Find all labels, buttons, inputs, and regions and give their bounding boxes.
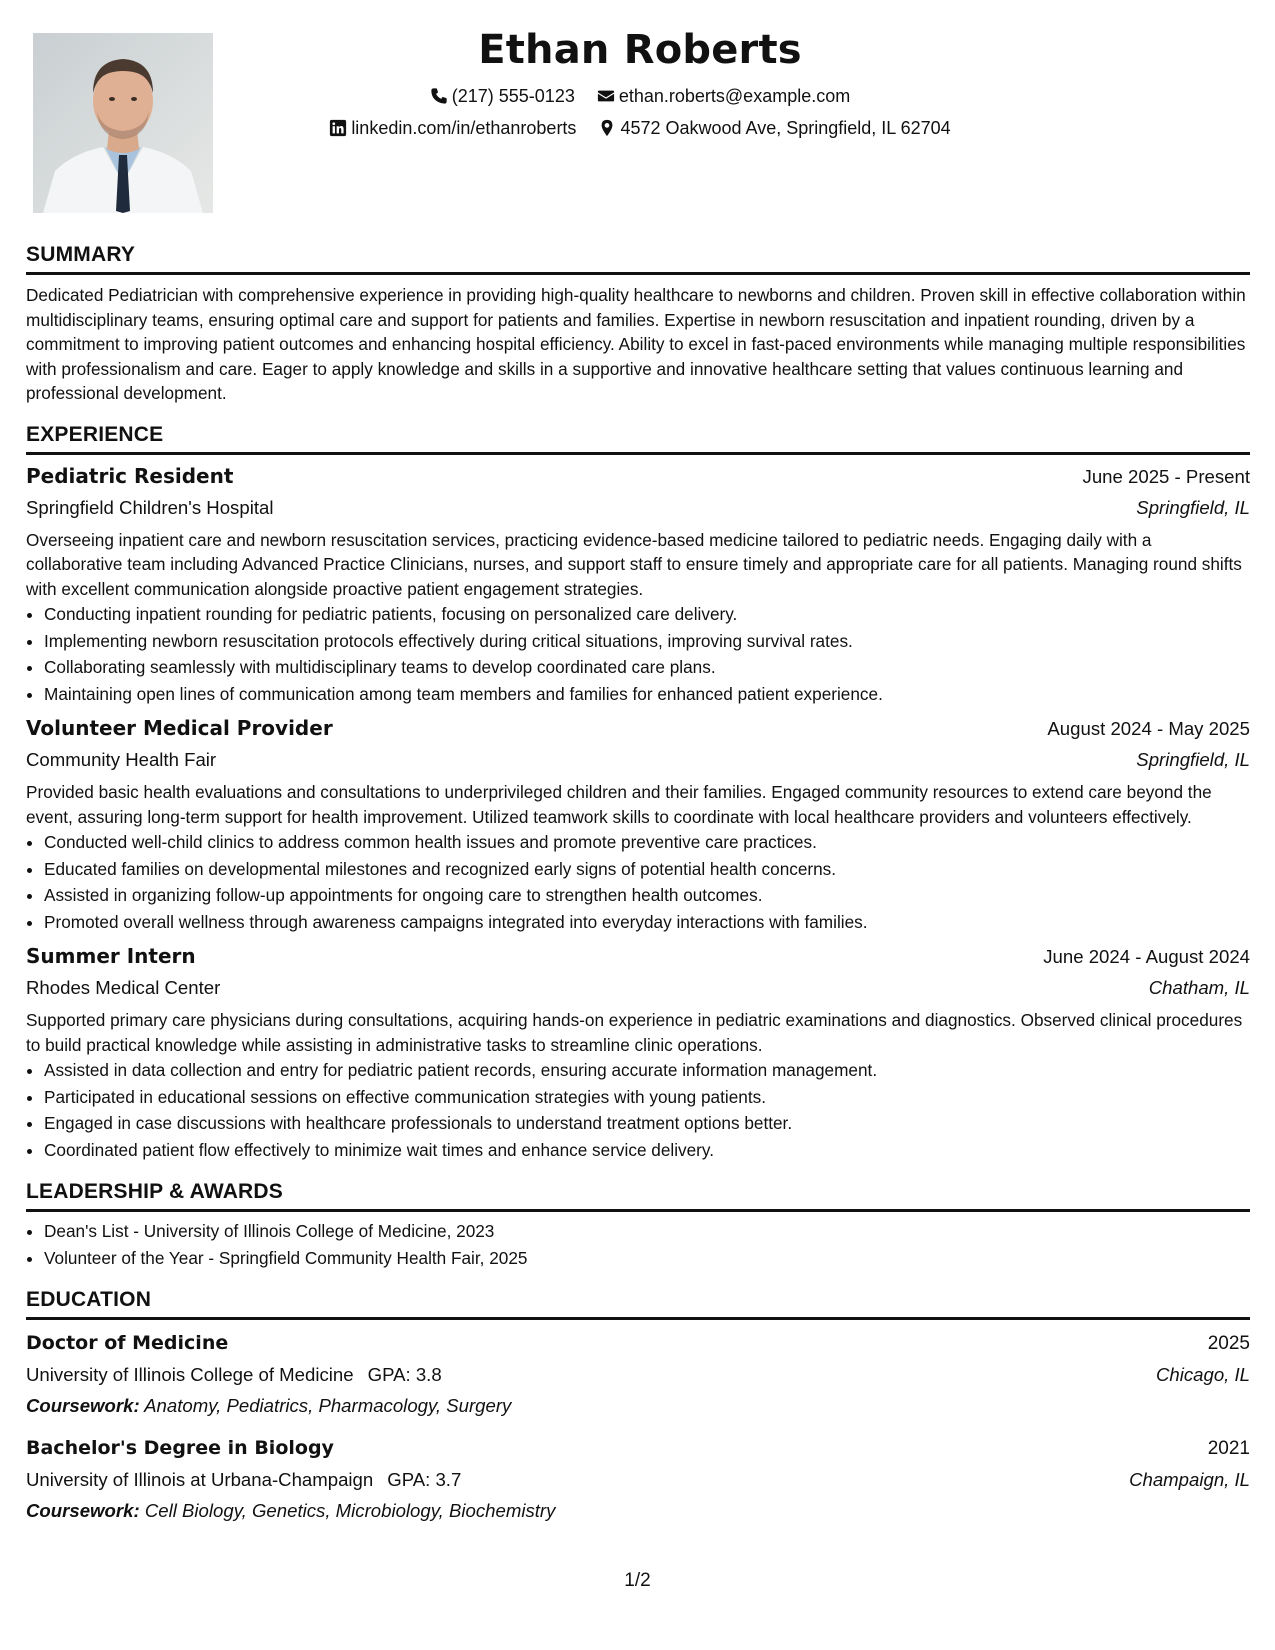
job-location: Chatham, IL (1148, 977, 1250, 998)
awards-heading: LEADERSHIP & AWARDS (26, 1177, 1250, 1212)
job-bullet: • Coordinated patient flow effectively to minimize wait times and enhance service delivery. (44, 1137, 1250, 1164)
job-bullet: • Engaged in case discussions with healthcare professionals to understand treatment options better. (44, 1110, 1250, 1137)
coursework-line (26, 1391, 1250, 1421)
phone-contact (430, 80, 575, 112)
gpa: GPA: 3.7 (387, 1469, 462, 1490)
awards-section (26, 1177, 1250, 1271)
education-subheader (26, 1464, 1250, 1496)
school-line (26, 1360, 442, 1390)
job-subheader (26, 744, 1250, 776)
award-item: • Dean's List - University of Illinois College of Medicine, 2023 (44, 1218, 1250, 1245)
coursework-label: Coursework: (26, 1500, 140, 1521)
email-address[interactable]: ethan.roberts@example.com (618, 86, 851, 106)
job-title: Summer Intern (26, 944, 196, 968)
job-entry (26, 941, 1250, 1163)
address-contact (598, 112, 950, 144)
job-bullet: • Participated in educational sessions on effective communication strategies with young patients. (44, 1084, 1250, 1111)
experience-heading: EXPERIENCE (26, 420, 1250, 455)
school-location: Chicago, IL (1155, 1364, 1250, 1385)
resume-header (260, 20, 1020, 144)
job-date: June 2024 - August 2024 (1043, 946, 1250, 967)
email-contact (597, 80, 850, 112)
education-section (26, 1285, 1250, 1526)
coursework-label: Coursework: (26, 1395, 140, 1416)
degree-title: Doctor of Medicine (26, 1332, 229, 1354)
awards-list (26, 1218, 1250, 1271)
summary-section (26, 240, 1250, 406)
gpa: GPA: 3.8 (367, 1364, 442, 1385)
job-bullet: • Collaborating seamlessly with multidisciplinary teams to develop coordinated care plans. (44, 654, 1250, 681)
resume-content (26, 240, 1250, 1526)
job-entry (26, 461, 1250, 708)
job-bullet-list (26, 601, 1250, 707)
job-bullet-list (26, 829, 1250, 935)
linkedin-contact (329, 112, 576, 144)
job-bullet: • Implementing newborn resuscitation protocols effectively during critical situations, improving survival rates. (44, 628, 1250, 655)
education-heading: EDUCATION (26, 1285, 1250, 1320)
candidate-name: Ethan Roberts (478, 27, 802, 73)
contact-line-1 (260, 80, 1020, 112)
job-description: Supported primary care physicians during consultations, acquiring hands-on experience in pediatric examinations and diagnostics. Observed clinical procedures to build practical knowledge while assisting in administrative tasks to streamline clinic operations. (26, 1010, 1243, 1055)
graduation-year: 2021 (1207, 1438, 1250, 1459)
job-bullet: • Maintaining open lines of communication among team members and families for enhanced patient experience. (44, 681, 1250, 708)
job-bullet: • Conducting inpatient rounding for pediatric patients, focusing on personalized care delivery. (44, 601, 1250, 628)
school-name: University of Illinois College of Medicine (26, 1364, 354, 1385)
phone-number[interactable]: (217) 555-0123 (451, 86, 575, 106)
envelope-icon (597, 87, 615, 105)
school-line (26, 1465, 461, 1495)
summary-heading: SUMMARY (26, 240, 1250, 275)
job-header (26, 941, 1250, 972)
job-entry (26, 713, 1250, 935)
degree-title: Bachelor's Degree in Biology (26, 1437, 334, 1459)
job-date: June 2025 - Present (1082, 465, 1250, 487)
education-entry (26, 1433, 1250, 1526)
job-subheader (26, 972, 1250, 1004)
experience-section (26, 420, 1250, 1164)
job-subheader (26, 492, 1250, 524)
education-header (26, 1433, 1250, 1464)
page-number: 1/2 (624, 1570, 651, 1591)
job-title: Volunteer Medical Provider (26, 716, 333, 740)
linkedin-link[interactable]: linkedin.com/in/ethanroberts (351, 118, 577, 138)
job-location: Springfield, IL (1136, 749, 1250, 770)
education-subheader (26, 1359, 1250, 1391)
job-date: August 2024 - May 2025 (1047, 718, 1250, 739)
award-item: • Volunteer of the Year - Springfield Community Health Fair, 2025 (44, 1245, 1250, 1272)
job-bullet: • Assisted in data collection and entry for pediatric patient records, ensuring accurate information management. (44, 1057, 1250, 1084)
school-name: University of Illinois at Urbana-Champaign (26, 1469, 374, 1490)
phone-icon (430, 87, 448, 105)
job-description: Overseeing inpatient care and newborn resuscitation services, practicing evidence-based medicine tailored to pediatric needs. Engaging daily with a collaborative team including Advanced Practice Clinicians, nurses, and support staff to ensure timely and appropriate care for all patients. Managing round shifts with excellent communication alongside proactive patient engagement strategies. (26, 529, 1242, 599)
education-header (26, 1328, 1250, 1359)
job-header (26, 713, 1250, 744)
job-title: Pediatric Resident (26, 463, 234, 488)
job-organization: Community Health Fair (26, 749, 217, 770)
coursework-list: Cell Biology, Genetics, Microbiology, Biochemistry (144, 1500, 556, 1521)
job-bullet: • Promoted overall wellness through awareness campaigns integrated into everyday interactions with families. (44, 909, 1250, 936)
profile-photo (33, 33, 213, 213)
job-bullet-list (26, 1057, 1250, 1163)
summary-text: Dedicated Pediatrician with comprehensive experience in providing high-quality healthcare to newborns and children. Proven skill in effective collaboration within multidisciplinary teams, ensuring optimal care and support for patients and families. Expertise in newborn resuscitation and inpatient rounding, driven by a commitment to improving patient outcomes and enhancing hospital efficiency. Ability to excel in fast-paced environments while managing multiple responsibilities with professionalism and care. Eager to apply knowledge and skills in a supportive and innovative healthcare setting that values continuous learning and professional development. (26, 285, 1246, 403)
job-bullet: • Conducted well-child clinics to address common health issues and promote preventive care practices. (44, 829, 1250, 856)
job-description: Provided basic health evaluations and consultations to underprivileged children and their families. Engaged community resources to extend care beyond the event, assuring long-term support for health improvement. Utilized teamwork skills to coordinate with local healthcare providers and volunteers effectively. (26, 782, 1212, 827)
job-bullet: • Assisted in organizing follow-up appointments for ongoing care to strengthen health outcomes. (44, 882, 1250, 909)
education-entry (26, 1328, 1250, 1421)
job-organization: Springfield Children's Hospital (26, 496, 274, 518)
street-address: 4572 Oakwood Ave, Springfield, IL 62704 (620, 118, 951, 138)
profile-photo-image (33, 33, 213, 213)
graduation-year: 2025 (1207, 1333, 1250, 1354)
job-organization: Rhodes Medical Center (26, 977, 221, 998)
linkedin-icon (329, 119, 347, 137)
school-location: Champaign, IL (1129, 1469, 1250, 1490)
job-location: Springfield, IL (1136, 496, 1250, 518)
job-header (26, 461, 1250, 492)
coursework-line (26, 1496, 1250, 1526)
map-pin-icon (598, 119, 616, 137)
coursework-list: Anatomy, Pediatrics, Pharmacology, Surgery (144, 1395, 512, 1416)
job-bullet: • Educated families on developmental milestones and recognized early signs of potential health concerns. (44, 856, 1250, 883)
contact-line-2 (260, 112, 1020, 144)
